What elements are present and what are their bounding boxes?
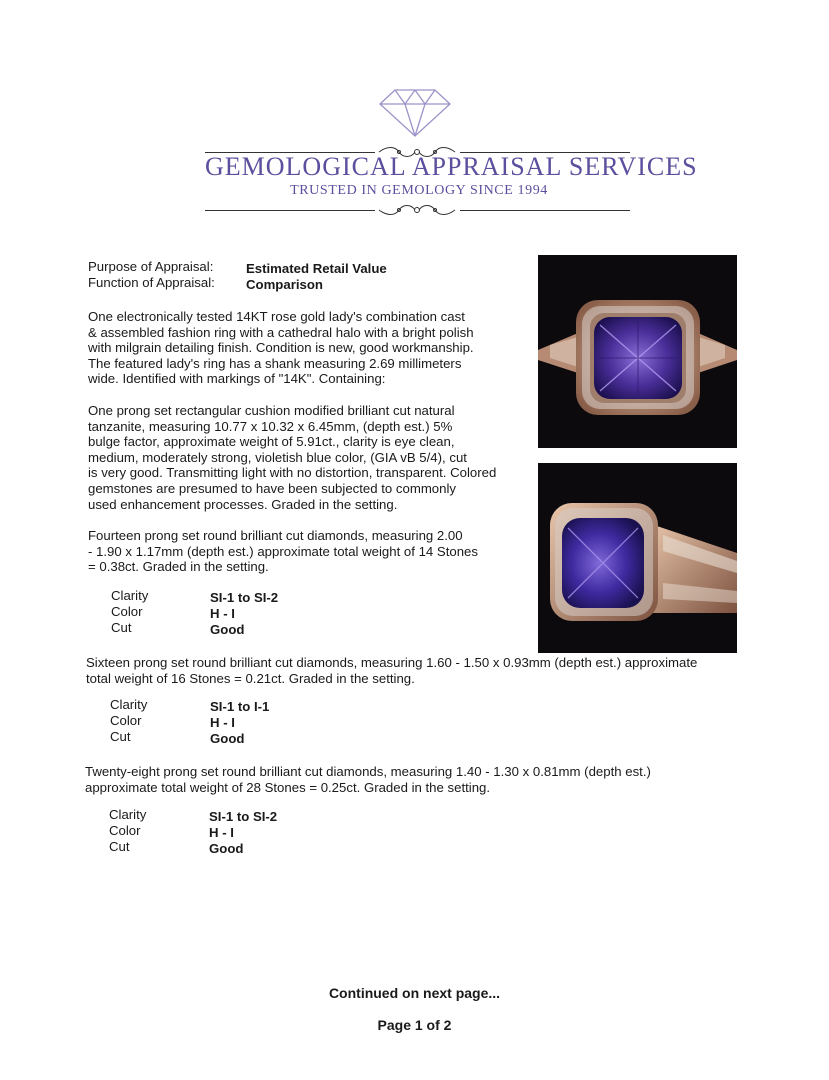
grade-value-cut: Good [209, 841, 244, 856]
diamond-group-3 [85, 764, 651, 795]
grade-value-clarity: SI-1 to SI-2 [209, 809, 278, 824]
grade-value-cut: Good [210, 731, 245, 746]
grade-label-clarity: Clarity [109, 807, 147, 822]
center-stone-line: is very good. Transmitting light with no distortion, transparent. Colored [88, 465, 497, 481]
grade-value-clarity: SI-1 to SI-2 [210, 590, 279, 605]
purpose-label: Purpose of Appraisal: [88, 259, 214, 274]
company-name: GEMOLOGICAL APPRAISAL SERVICES [205, 152, 698, 181]
purpose-value: Estimated Retail Value [246, 261, 387, 276]
grade-label-cut: Cut [109, 839, 130, 854]
grade-label-color: Color [111, 604, 143, 619]
description-line: wide. Identified with markings of "14K". Containing: [88, 371, 386, 387]
diamond-group-line: Fourteen prong set round brilliant cut diamonds, measuring 2.00 [88, 528, 463, 543]
diamond-group-line: total weight of 16 Stones = 0.21ct. Graded in the setting. [86, 670, 415, 686]
grade-value-color: H - I [210, 715, 235, 730]
continued-note: Continued on next page... [328, 985, 501, 1001]
grade-label-color: Color [109, 823, 141, 838]
grade-value-color: H - I [210, 606, 235, 621]
function-label: Function of Appraisal: [88, 275, 215, 290]
diamond-group-line: Twenty-eight prong set round brilliant cut diamonds, measuring 1.40 - 1.30 x 0.81mm (depth est.) [85, 764, 651, 779]
description-line: & assembled fashion ring with a cathedral halo with a bright polish [88, 324, 474, 340]
grade-value-cut: Good [210, 622, 245, 637]
diamond-logo-icon [370, 86, 460, 143]
center-stone-line: tanzanite, measuring 10.77 x 10.32 x 6.45mm, (depth est.) 5% [88, 418, 453, 434]
center-stone-description [88, 403, 496, 512]
ring-photo-angled-view [538, 463, 737, 653]
diamond-group-line: - 1.90 x 1.17mm (depth est.) approximate total weight of 14 Stones [88, 543, 478, 559]
header-rule-bottom-left [205, 210, 375, 211]
bottom-ornament-icon [377, 202, 457, 223]
grade-label-cut: Cut [110, 729, 131, 744]
center-stone-line: gemstones are presumed to have been subjected to commonly [88, 480, 456, 496]
diamond-group-line: approximate total weight of 28 Stones = 0.25ct. Graded in the setting. [85, 779, 491, 795]
center-stone-line: used enhancement processes. Graded in the setting. [88, 496, 398, 512]
diamond-group-line: = 0.38ct. Graded in the setting. [88, 559, 269, 575]
center-stone-line: One prong set rectangular cushion modified brilliant cut natural [88, 403, 455, 418]
page-number: Page 1 of 2 [377, 1017, 452, 1033]
grade-value-color: H - I [209, 825, 234, 840]
grade-label-cut: Cut [111, 620, 132, 635]
description-line: One electronically tested 14KT rose gold lady's combination cast [88, 309, 465, 324]
grade-value-clarity: SI-1 to I-1 [210, 699, 270, 714]
company-tagline: TRUSTED IN GEMOLOGY SINCE 1994 [290, 183, 548, 198]
header-rule-bottom-right [460, 210, 630, 211]
diamond-group-1 [88, 528, 478, 575]
diamond-group-line: Sixteen prong set round brilliant cut diamonds, measuring 1.60 - 1.50 x 0.93mm (depth est.) approximate [86, 655, 698, 670]
function-value: Comparison [246, 277, 323, 292]
grade-label-clarity: Clarity [111, 588, 149, 603]
description-line: The featured lady's ring has a shank measuring 2.69 millimeters [88, 355, 462, 371]
diamond-group-2 [86, 655, 697, 686]
ring-photo-top-view [538, 255, 737, 448]
center-stone-line: medium, moderately strong, violetish blue color, (GIA vB 5/4), cut [88, 449, 467, 465]
grade-label-clarity: Clarity [110, 697, 148, 712]
description-line: with milgrain detailing finish. Condition is new, good workmanship. [88, 340, 474, 356]
grade-label-color: Color [110, 713, 142, 728]
ring-description [88, 309, 474, 387]
center-stone-line: bulge factor, approximate weight of 5.91ct., clarity is eye clean, [88, 434, 455, 450]
